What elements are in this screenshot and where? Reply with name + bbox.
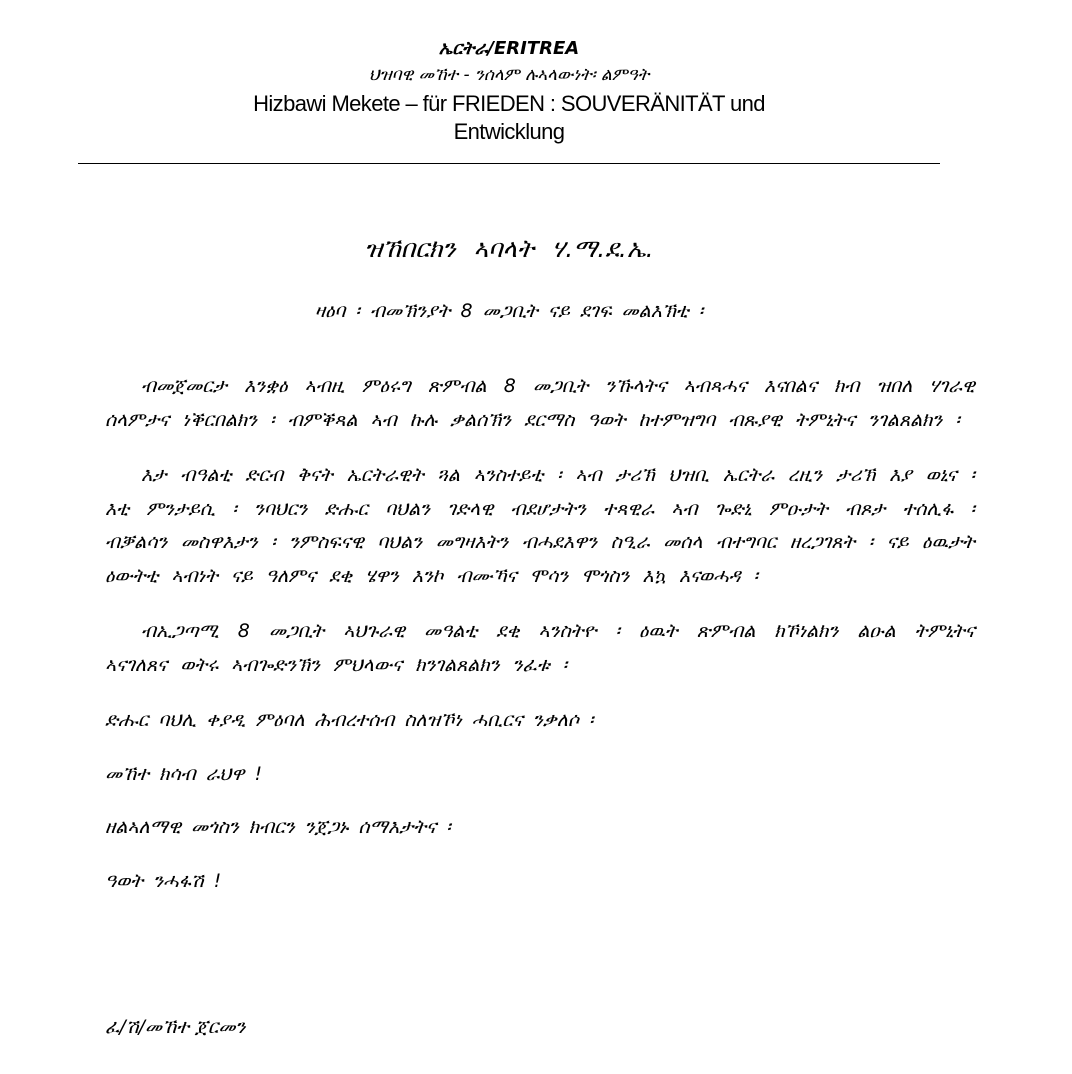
slogan-line-2: መኸተ ክሳብ ራህዋ !: [105, 762, 263, 785]
slogan-line-3: ዘልኣለማዊ መጎስን ክብርን ንጀጋኑ ሰማእታትና ፡: [105, 816, 451, 838]
body-paragraph-3: ብኢጋጣሚ 8 መጋቢት ኣህጉራዊ መዓልቲ ደቂ ኣንስትዮ ፡ ዕዉት ጽምብል ክኾነልክን ልዑል ትምኒትና ኣናገለጸና ወትሩ ኣብጐድንኽን ምህላውና ክንገልጸልክን ንፈቱ ፡: [105, 620, 975, 676]
letterhead-organization-german: [78, 90, 940, 146]
slogan-line-4: ዓወት ንሓፋሽ !: [105, 869, 222, 892]
letter-title: ዝኸበርክን ኣባላት ሃ.ማ.ደ.ኤ.: [364, 234, 654, 263]
body-paragraph-2: እታ ብዓልቲ ድርብ ቅናት ኤርትራዊት ጓል ኣንስተይቲ ፡ ኣብ ታሪኽ ህዝቢ ኤርትራ ረዚን ታሪኽ እያ ወኒና ፡ እቲ ምንታይሲ ፡ ንባህርን ድሑር ባህልን ገድላዊ ብደሆታትን ተጻዊራ ኣብ ጐድኒ ምዑታት ብጾታ ተሰሊፋ ፡ ብቓልሳን መስዋእታን ፡ ንምስፍናዊ ባህልን መግዛእትን ብሓደእዋን ስዒራ መሰላ ብተግባር ዘረጋገጸት ፡ ናይ ዕዉታት ዕውትቲ ኣብነት ናይ ዓለምና ደቂ ሄዋን እንኮ ብሙኻና ሞሳን ሞጎስን እኳ እናወሓዳ ፡: [105, 464, 975, 587]
letterhead-german-line-1: Hizbawi Mekete – für FRIEDEN : SOUVERÄNITÄT und: [253, 91, 765, 116]
header-divider: [78, 163, 940, 164]
letter-subject: ዛዕባ ፡ ብመኽንያት 8 መጋቢት ናይ ደገፍ መልእኽቲ ፡: [314, 300, 704, 322]
letter-body: [105, 370, 975, 918]
body-paragraph-1: ብመጀመርታ እንቋዕ ኣብዚ ምዕሩግ ጽምብል 8 መጋቢት ንኹላትና ኣብጻሓና እናበልና ክብ ዝበለ ሃገራዊ ሰላምታና ነቕርበልክን ፡ ብምቕጻል ኣብ ኩሉ ቃልሰኽን ደርማስ ዓወት ከተምዝግባ ብጹያዊ ትምኒትና ንገልጸልክን ፡: [105, 375, 975, 431]
letterhead-german-line-2: Entwicklung: [453, 119, 565, 144]
letterhead-organization-tigrinya: ህዝባዊ መኸተ - ንሰላም ሉኣላውነት፡ ልምዓት: [368, 65, 650, 85]
slogan-line-1: ድሑር ባህሊ ቀያዲ ምዕባለ ሕብረተሰብ ስለዝኾነ ሓቢርና ንቃለሶ ፡: [105, 709, 594, 731]
letterhead: [78, 36, 940, 146]
signature: ፈ/ሽ/መኸተ ጀርመን: [105, 1016, 246, 1038]
letterhead-country: ኤርትራ/ERITREA: [438, 38, 580, 59]
